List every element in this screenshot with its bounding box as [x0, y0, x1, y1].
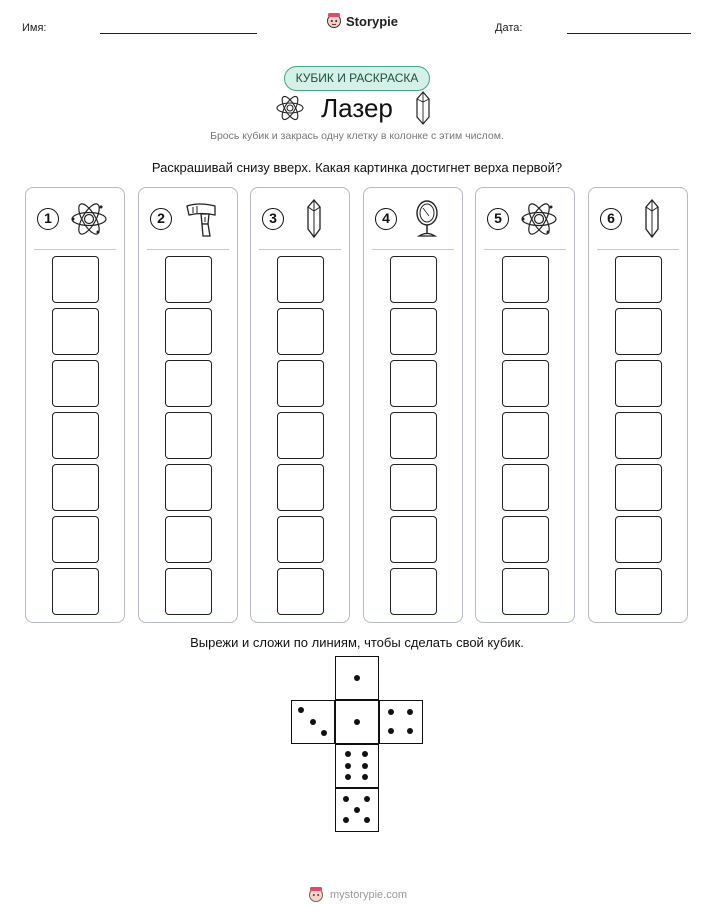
- dice-pip: [354, 675, 360, 681]
- dice-face-bottom: [335, 788, 379, 832]
- dice-column-5: [475, 187, 575, 623]
- color-cell[interactable]: [390, 308, 437, 355]
- dice-face-left: [291, 700, 335, 744]
- color-cell[interactable]: [390, 464, 437, 511]
- brand-logo: [326, 12, 398, 30]
- color-cell[interactable]: [502, 568, 549, 615]
- dice-pip: [345, 763, 351, 769]
- color-cell[interactable]: [165, 568, 212, 615]
- dice-face-top: [335, 656, 379, 700]
- color-cell[interactable]: [52, 568, 99, 615]
- column-number: 6: [600, 208, 622, 230]
- dice-pip: [345, 774, 351, 780]
- cut-instructions: Вырежи и сложи по линиям, чтобы сделать свой кубик.: [190, 635, 524, 650]
- color-cell[interactable]: [52, 360, 99, 407]
- dice-pip: [345, 751, 351, 757]
- column-number: 5: [487, 208, 509, 230]
- date-line: [567, 33, 691, 34]
- column-number: 4: [375, 208, 397, 230]
- color-cell[interactable]: [277, 464, 324, 511]
- storypie-mascot-icon: [308, 886, 324, 904]
- dice-pip: [362, 751, 368, 757]
- color-cell[interactable]: [615, 360, 662, 407]
- color-cell[interactable]: [390, 568, 437, 615]
- barcode-scanner-icon: [181, 198, 223, 240]
- dice-pip: [364, 817, 370, 823]
- column-divider: [372, 249, 454, 250]
- color-cell[interactable]: [502, 308, 549, 355]
- dice-pip: [364, 796, 370, 802]
- dice-pip: [343, 817, 349, 823]
- color-cell[interactable]: [165, 464, 212, 511]
- column-divider: [147, 249, 229, 250]
- mirror-icon: [406, 198, 448, 240]
- color-cell[interactable]: [390, 412, 437, 459]
- dice-pip: [354, 807, 360, 813]
- color-cell[interactable]: [615, 568, 662, 615]
- game-question: Раскрашивай снизу вверх. Какая картинка достигнет верха первой?: [151, 160, 563, 175]
- dice-pip: [362, 763, 368, 769]
- dice-pip: [388, 709, 394, 715]
- page-title: Лазер: [321, 93, 393, 123]
- color-cell[interactable]: [390, 516, 437, 563]
- color-cell[interactable]: [52, 464, 99, 511]
- dice-face-center: [335, 700, 379, 744]
- color-cell[interactable]: [615, 464, 662, 511]
- color-cell[interactable]: [165, 412, 212, 459]
- color-cell[interactable]: [277, 308, 324, 355]
- color-cell[interactable]: [165, 256, 212, 303]
- dice-column-3: [250, 187, 350, 623]
- dice-pip: [298, 707, 304, 713]
- column-number: 1: [37, 208, 59, 230]
- footer-url: mystorypie.com: [330, 889, 408, 901]
- color-cell[interactable]: [52, 256, 99, 303]
- color-cell[interactable]: [390, 360, 437, 407]
- color-cell[interactable]: [165, 516, 212, 563]
- date-label: Дата:: [495, 22, 523, 34]
- column-divider: [484, 249, 566, 250]
- color-cell[interactable]: [277, 256, 324, 303]
- color-cell[interactable]: [615, 412, 662, 459]
- color-cell[interactable]: [277, 412, 324, 459]
- dice-column-2: [138, 187, 238, 623]
- name-line: [100, 33, 257, 34]
- color-cell[interactable]: [165, 360, 212, 407]
- atom-icon: [518, 198, 560, 240]
- dice-pip: [310, 719, 316, 725]
- name-label: Имя:: [22, 22, 47, 34]
- color-cell[interactable]: [277, 360, 324, 407]
- color-cell[interactable]: [277, 568, 324, 615]
- color-cell[interactable]: [615, 256, 662, 303]
- atom-icon: [68, 198, 110, 240]
- dice-pip: [407, 728, 413, 734]
- dice-face-right: [379, 700, 423, 744]
- storypie-mascot-icon: [326, 12, 342, 30]
- dice-column-4: [363, 187, 463, 623]
- color-cell[interactable]: [615, 516, 662, 563]
- category-badge: КУБИК И РАСКРАСКА: [284, 66, 430, 91]
- instructions-subtitle: Брось кубик и закрась одну клетку в колонке с этим числом.: [210, 130, 504, 142]
- color-cell[interactable]: [277, 516, 324, 563]
- crystal-icon: [293, 198, 335, 240]
- dice-pip: [407, 709, 413, 715]
- color-cell[interactable]: [390, 256, 437, 303]
- dice-pip: [362, 774, 368, 780]
- column-divider: [259, 249, 341, 250]
- color-cell[interactable]: [502, 256, 549, 303]
- dice-column-1: [25, 187, 125, 623]
- crystal-icon: [414, 90, 432, 126]
- color-cell[interactable]: [615, 308, 662, 355]
- color-cell[interactable]: [52, 516, 99, 563]
- color-cell[interactable]: [52, 308, 99, 355]
- dice-pip: [354, 719, 360, 725]
- color-cell[interactable]: [502, 412, 549, 459]
- color-cell[interactable]: [502, 464, 549, 511]
- color-cell[interactable]: [502, 516, 549, 563]
- dice-face-lower: [335, 744, 379, 788]
- brand-name: Storypie: [346, 13, 399, 29]
- dice-pip: [343, 796, 349, 802]
- dice-pip: [321, 730, 327, 736]
- color-cell[interactable]: [165, 308, 212, 355]
- column-number: 2: [150, 208, 172, 230]
- column-number: 3: [262, 208, 284, 230]
- dice-pip: [388, 728, 394, 734]
- column-divider: [34, 249, 116, 250]
- column-divider: [597, 249, 679, 250]
- color-cell[interactable]: [502, 360, 549, 407]
- dice-column-6: [588, 187, 688, 623]
- color-cell[interactable]: [52, 412, 99, 459]
- footer: [308, 886, 407, 904]
- crystal-icon: [631, 198, 673, 240]
